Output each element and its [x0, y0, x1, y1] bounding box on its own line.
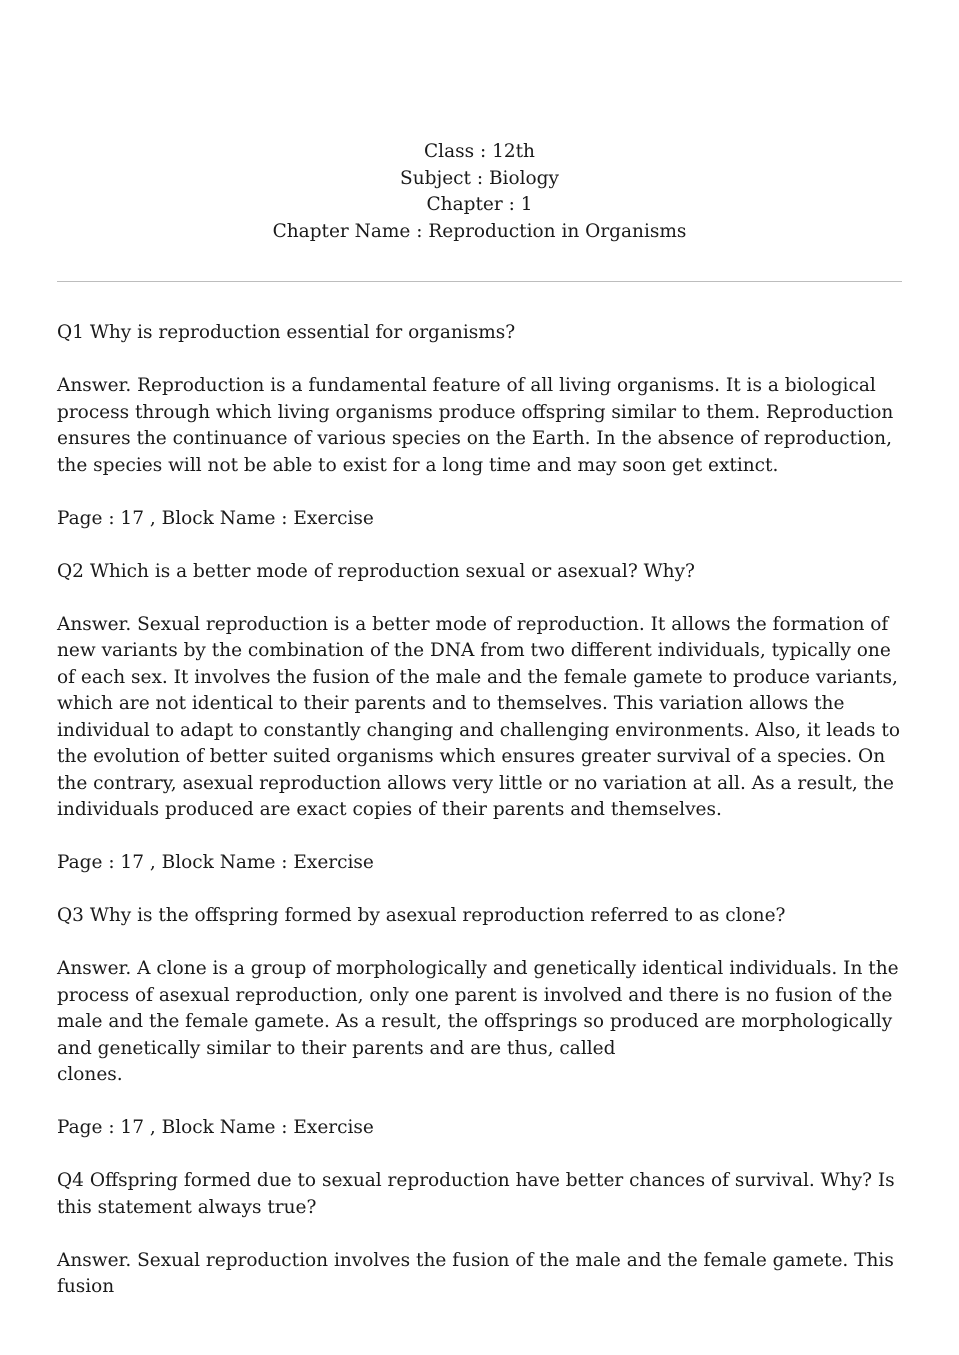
q4-question: Q4 Offspring formed due to sexual reproduction have better chances of survival. Why? Is this statement always true? — [57, 1170, 895, 1218]
q4-answer: Answer. Sexual reproduction involves the fusion of the male and the female gamete. This fusion — [57, 1249, 894, 1297]
chapter-line: Chapter : 1 — [426, 194, 533, 215]
q1-question: Q1 Why is reproduction essential for organisms? — [57, 322, 516, 343]
q2-answer: Answer. Sexual reproduction is a better mode of reproduction. It allows the formation of new variants by the combination of the DNA from two different individuals, typically one of each sex. It involves the fusion of the male and the female gamete to produce variants, which are not identical to their parents and to themselves. This variation allows the individual to adapt to constantly changing and challenging environments. Also, it leads to the evolution of better suited organisms which ensures greater survival of a species. On the contrary, asexual reproduction allows very little or no variation at all. As a result, the individuals produced are exact copies of their parents and themselves. — [57, 613, 900, 820]
q3-question: Q3 Why is the offspring formed by asexual reproduction referred to as clone? — [57, 905, 786, 926]
q3-answer — [57, 956, 905, 1089]
document-body — [57, 320, 905, 1327]
q3-page-ref: Page : 17 , Block Name : Exercise — [57, 1117, 374, 1138]
q2-question: Q2 Which is a better mode of reproduction sexual or asexual? Why? — [57, 560, 695, 582]
q3-answer-main: Answer. A clone is a group of morphologically and genetically identical individuals. In the process of asexual reproduction, only one parent is involved and there is no fusion of the male and the female gamete. As a result, the offsprings so produced are morphologically and genetically similar to their parents and are thus, called — [57, 958, 899, 1059]
q1-page-ref: Page : 17 , Block Name : Exercise — [57, 507, 374, 529]
q3-answer-end: clones. — [57, 1064, 123, 1085]
document-header — [0, 139, 959, 245]
q1-answer: Answer. Reproduction is a fundamental feature of all living organisms. It is a biological process through which living organisms produce offspring similar to them. Reproduction ensures the continuance of various species on the Earth. In the absence of reproduction, the species will not be able to exist for a long time and may soon get extinct. — [57, 375, 894, 476]
class-line: Class : 12th — [424, 141, 535, 162]
chapter-name-line: Chapter Name : Reproduction in Organisms — [272, 220, 687, 242]
header-divider — [57, 281, 902, 282]
subject-line: Subject : Biology — [400, 167, 559, 189]
q2-page-ref: Page : 17 , Block Name : Exercise — [57, 852, 374, 873]
